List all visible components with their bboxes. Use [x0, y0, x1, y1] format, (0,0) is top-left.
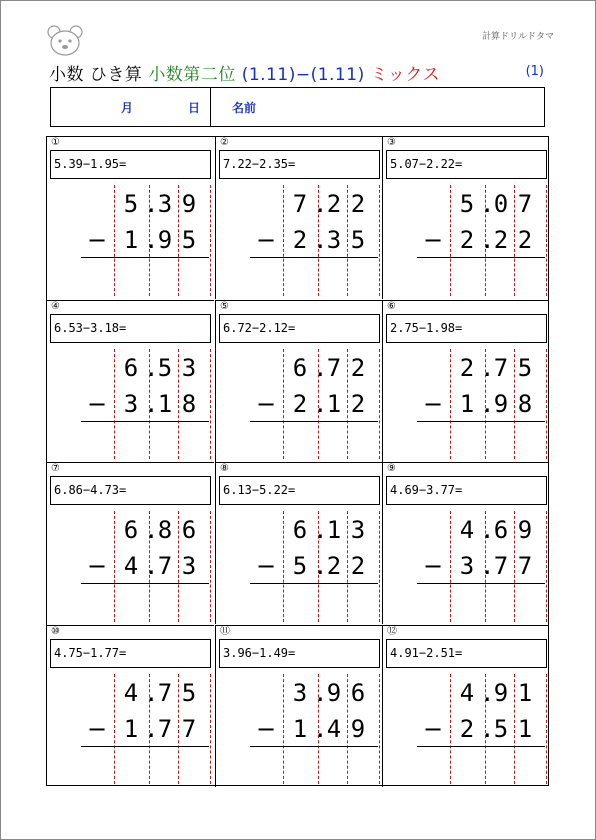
digit: 5: [181, 678, 197, 707]
digit: 7: [493, 353, 509, 382]
problem-cell: [215, 625, 382, 787]
digit: 8: [517, 389, 533, 418]
digit: 5: [181, 226, 197, 254]
digit: 2: [326, 190, 342, 218]
equation-text: 5.07−2.22=: [390, 157, 463, 171]
problem-number: ⑩: [51, 625, 60, 637]
decimal-point: .: [144, 678, 159, 707]
decimal-point: .: [313, 552, 328, 580]
digit: 3: [181, 552, 197, 580]
page-number: (1): [525, 64, 544, 79]
name-label: 名前: [232, 101, 257, 115]
problem-number: ⑪: [220, 625, 230, 637]
minus-sign: −: [256, 226, 277, 254]
problem-number: ④: [51, 300, 60, 312]
answer-line: [417, 746, 545, 747]
column-guide-line: [450, 674, 451, 785]
minus-sign: −: [87, 226, 108, 254]
column-guide-line: [283, 674, 284, 785]
decimal-point: .: [313, 353, 328, 382]
digit: 2: [459, 353, 475, 382]
minus-sign: −: [87, 552, 108, 580]
digit: 5: [157, 353, 173, 382]
minus-sign: −: [423, 389, 444, 418]
digit: 1: [292, 714, 308, 743]
problem-cell: [382, 137, 549, 299]
equation-text: 6.53−3.18=: [54, 320, 127, 335]
equation-box: [386, 150, 547, 179]
decimal-point: .: [144, 516, 159, 544]
equation-box: [50, 150, 211, 179]
digit: 7: [326, 353, 342, 382]
minus-sign: −: [423, 552, 444, 580]
column-guide-line: [546, 674, 547, 785]
digit: 7: [157, 714, 173, 743]
decimal-point: .: [144, 226, 159, 254]
digit: 3: [292, 678, 308, 707]
column-guide-line: [379, 674, 380, 785]
minus-sign: −: [256, 389, 277, 418]
digit: 8: [181, 389, 197, 418]
digit: 7: [493, 552, 509, 580]
column-guide-line: [210, 349, 211, 460]
column-guide-line: [450, 185, 451, 296]
equation-text: 4.75−1.77=: [54, 645, 127, 660]
decimal-point: .: [480, 226, 495, 254]
problem-number: ⑫: [387, 625, 397, 637]
digit: 7: [157, 678, 173, 707]
digit: 9: [157, 226, 173, 254]
title-part-main: 小数 ひき算: [49, 65, 149, 85]
title-part-format: (1.11)−(1.11): [241, 65, 371, 85]
minus-sign: −: [423, 226, 444, 254]
column-guide-line: [283, 185, 284, 296]
equation-box: [50, 314, 211, 343]
answer-line: [81, 257, 209, 258]
answer-line: [250, 257, 378, 258]
minus-sign: −: [256, 552, 277, 580]
digit: 5: [292, 552, 308, 580]
problem-number: ⑥: [387, 300, 396, 312]
digit: 8: [157, 516, 173, 544]
digit: 2: [292, 226, 308, 254]
equation-text: 2.75−1.98=: [390, 320, 463, 335]
digit: 5: [493, 714, 509, 743]
problem-number: ①: [51, 137, 60, 148]
problem-cell: [47, 462, 214, 624]
digit: 1: [326, 516, 342, 544]
equation-text: 6.72−2.12=: [223, 320, 296, 335]
digit: 6: [292, 353, 308, 382]
decimal-point: .: [480, 389, 495, 418]
column-guide-line: [450, 349, 451, 460]
column-guide-line: [283, 511, 284, 622]
title-part-level: 小数第二位: [148, 65, 242, 85]
date-name-box: [50, 87, 545, 127]
problem-grid: [46, 136, 549, 786]
column-guide-line: [379, 185, 380, 296]
column-guide-line: [210, 511, 211, 622]
digit: 4: [459, 678, 475, 707]
digit: 2: [459, 714, 475, 743]
equation-box: [386, 639, 547, 668]
digit: 2: [350, 190, 366, 218]
problem-cell: [215, 462, 382, 624]
digit: 2: [350, 353, 366, 382]
minus-sign: −: [87, 714, 108, 743]
column-guide-line: [546, 185, 547, 296]
digit: 9: [493, 678, 509, 707]
digit: 2: [292, 389, 308, 418]
digit: 3: [350, 516, 366, 544]
digit: 4: [123, 678, 139, 707]
decimal-point: .: [480, 552, 495, 580]
digit: 2: [326, 552, 342, 580]
digit: 9: [181, 190, 197, 218]
digit: 1: [123, 226, 139, 254]
problem-cell: [382, 462, 549, 624]
equation-box: [50, 639, 211, 668]
digit: 2: [517, 226, 533, 254]
column-guide-line: [450, 511, 451, 622]
digit: 2: [350, 389, 366, 418]
column-guide-line: [210, 185, 211, 296]
digit: 1: [459, 389, 475, 418]
digit: 1: [123, 714, 139, 743]
minus-sign: −: [87, 389, 108, 418]
column-guide-line: [546, 349, 547, 460]
digit: 3: [123, 389, 139, 418]
column-guide-line: [379, 349, 380, 460]
digit: 6: [350, 678, 366, 707]
digit: 1: [517, 714, 533, 743]
answer-line: [417, 257, 545, 258]
equation-box: [219, 150, 380, 179]
equation-text: 5.39−1.95=: [54, 157, 127, 171]
equation-text: 7.22−2.35=: [223, 157, 296, 171]
decimal-point: .: [144, 552, 159, 580]
decimal-point: .: [313, 678, 328, 707]
problem-number: ③: [387, 137, 396, 148]
equation-text: 3.96−1.49=: [223, 645, 296, 660]
digit: 7: [292, 190, 308, 218]
column-guide-line: [114, 511, 115, 622]
digit: 2: [350, 552, 366, 580]
problem-cell: [382, 625, 549, 787]
decimal-point: .: [313, 516, 328, 544]
answer-line: [250, 421, 378, 422]
digit: 7: [517, 190, 533, 218]
decimal-point: .: [144, 389, 159, 418]
equation-box: [50, 476, 211, 505]
digit: 1: [517, 678, 533, 707]
digit: 3: [157, 190, 173, 218]
equation-box: [219, 476, 380, 505]
digit: 7: [517, 552, 533, 580]
digit: 4: [123, 552, 139, 580]
equation-box: [219, 314, 380, 343]
worksheet-title: [49, 60, 440, 85]
column-guide-line: [210, 674, 211, 785]
decimal-point: .: [480, 353, 495, 382]
digit: 1: [326, 389, 342, 418]
problem-number: ②: [220, 137, 229, 148]
decimal-point: .: [313, 389, 328, 418]
digit: 9: [493, 389, 509, 418]
digit: 2: [493, 226, 509, 254]
digit: 5: [350, 226, 366, 254]
problem-number: ⑦: [51, 463, 60, 474]
decimal-point: .: [480, 190, 495, 218]
equation-box: [219, 639, 380, 668]
digit: 7: [181, 714, 197, 743]
digit: 0: [493, 190, 509, 218]
answer-line: [250, 583, 378, 584]
digit: 6: [123, 353, 139, 382]
equation-text: 6.86−4.73=: [54, 483, 127, 497]
digit: 5: [517, 353, 533, 382]
decimal-point: .: [144, 190, 159, 218]
decimal-point: .: [480, 714, 495, 743]
column-guide-line: [283, 349, 284, 460]
problem-cell: [47, 300, 214, 462]
bear-logo-icon: [46, 24, 84, 58]
digit: 6: [181, 516, 197, 544]
decimal-point: .: [480, 678, 495, 707]
problem-cell: [215, 300, 382, 462]
equation-box: [386, 314, 547, 343]
column-guide-line: [114, 349, 115, 460]
minus-sign: −: [423, 714, 444, 743]
decimal-point: .: [313, 714, 328, 743]
problem-number: ⑤: [220, 300, 229, 312]
problem-cell: [382, 300, 549, 462]
digit: 4: [459, 516, 475, 544]
equation-box: [386, 476, 547, 505]
answer-line: [81, 746, 209, 747]
answer-line: [250, 746, 378, 747]
column-guide-line: [114, 674, 115, 785]
digit: 3: [459, 552, 475, 580]
digit: 9: [517, 516, 533, 544]
digit: 5: [123, 190, 139, 218]
equation-text: 4.91−2.51=: [390, 645, 463, 660]
digit: 1: [157, 389, 173, 418]
digit: 6: [123, 516, 139, 544]
digit: 9: [326, 678, 342, 707]
digit: 3: [326, 226, 342, 254]
month-label: 月: [121, 101, 134, 115]
name-divider: [210, 88, 211, 126]
digit: 9: [350, 714, 366, 743]
answer-line: [417, 583, 545, 584]
digit: 2: [459, 226, 475, 254]
digit: 6: [292, 516, 308, 544]
answer-line: [81, 421, 209, 422]
answer-line: [81, 583, 209, 584]
minus-sign: −: [256, 714, 277, 743]
decimal-point: .: [480, 516, 495, 544]
decimal-point: .: [313, 190, 328, 218]
column-guide-line: [379, 511, 380, 622]
equation-text: 4.69−3.77=: [390, 483, 463, 497]
problem-cell: [47, 137, 214, 299]
brand-text: 計算ドリルドタマ: [481, 32, 554, 42]
decimal-point: .: [144, 714, 159, 743]
equation-text: 6.13−5.22=: [223, 483, 296, 497]
digit: 6: [493, 516, 509, 544]
problem-cell: [215, 137, 382, 299]
title-part-mix: ミックス: [370, 65, 441, 85]
problem-number: ⑧: [220, 463, 229, 474]
day-label: 日: [188, 101, 201, 115]
digit: 4: [326, 714, 342, 743]
problem-number: ⑨: [387, 463, 396, 474]
digit: 3: [181, 353, 197, 382]
digit: 7: [157, 552, 173, 580]
decimal-point: .: [144, 353, 159, 382]
decimal-point: .: [313, 226, 328, 254]
problem-cell: [47, 625, 214, 787]
digit: 5: [459, 190, 475, 218]
column-guide-line: [546, 511, 547, 622]
column-guide-line: [114, 185, 115, 296]
answer-line: [417, 421, 545, 422]
